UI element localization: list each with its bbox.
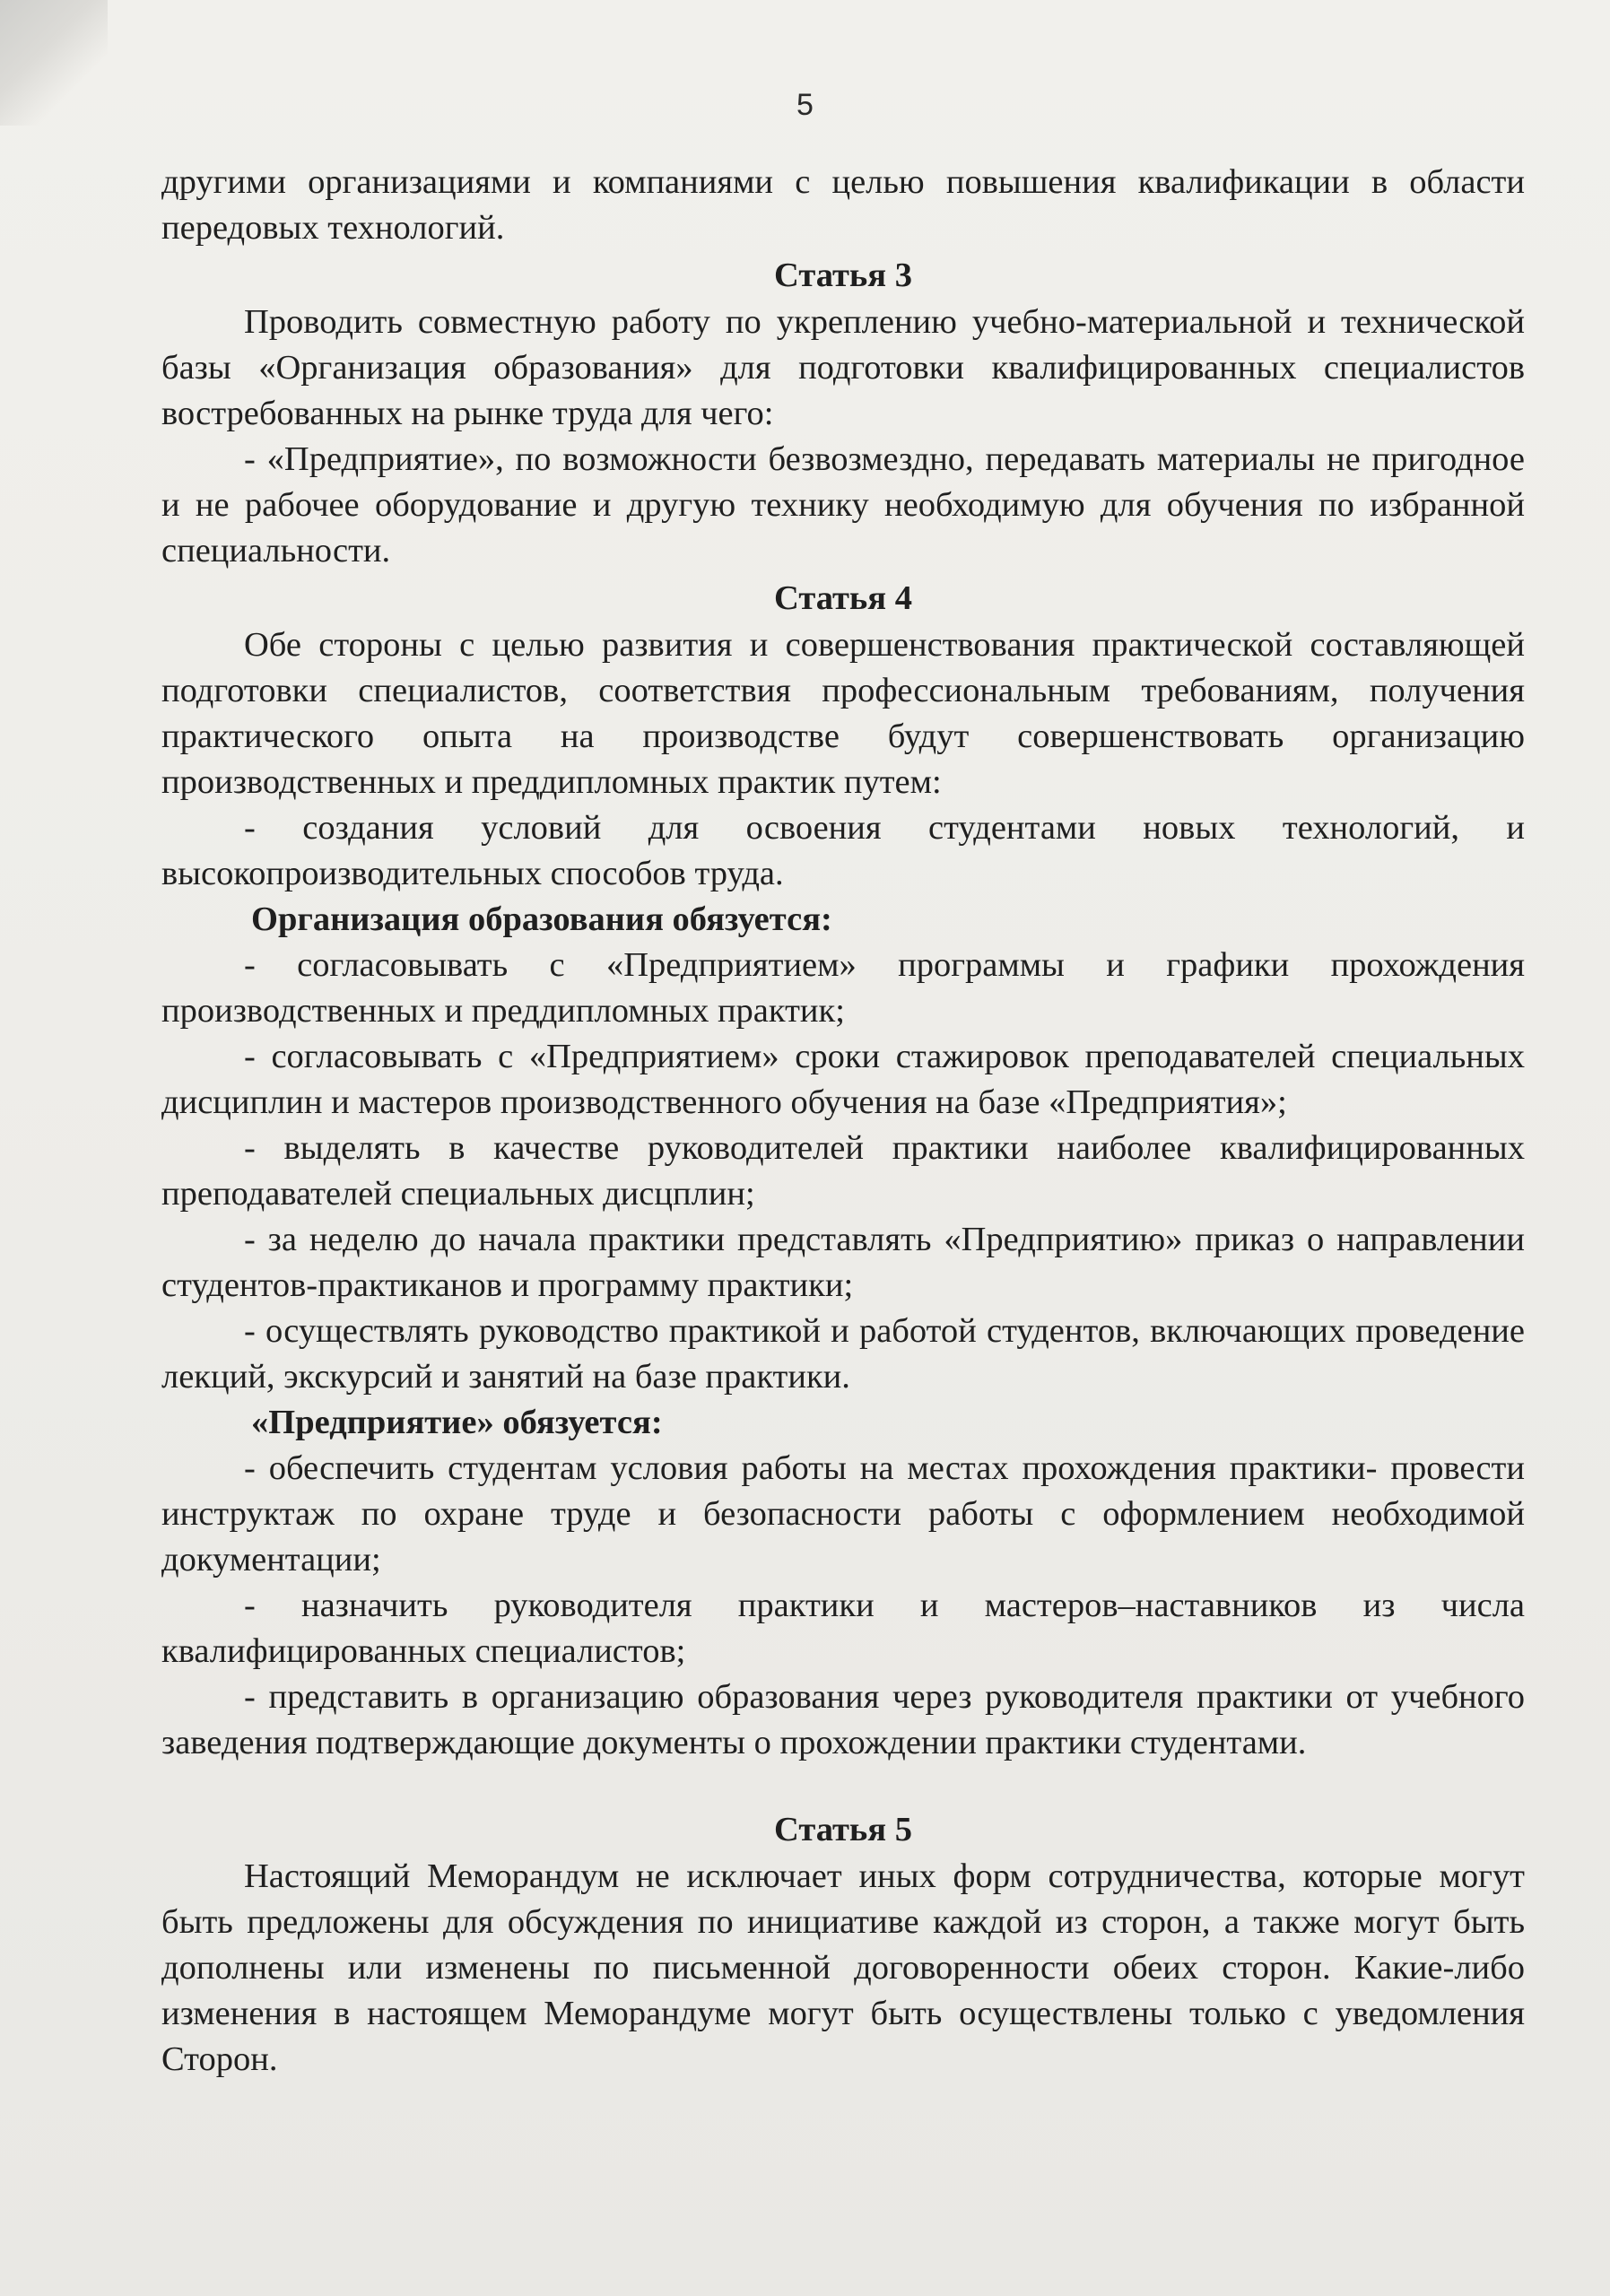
org-obligation-item: - согласовывать с «Предприятием» сроки стажировок преподавателей специальных дисциплин и мастеров производственного обучения на базе «Предприятия»;: [161, 1038, 1525, 1121]
enterprise-obligation-item: - обеспечить студентам условия работы на местах прохождения практики- провести инструктаж по охране труде и безопасности работы с оформлением необходимой документации;: [161, 1449, 1525, 1578]
enterprise-obligation-item: - представить в организацию образования через руководителя практики от учебного заведения подтверждающие документы о прохождении практики студентами.: [161, 1678, 1525, 1761]
enterprise-obligation-item: - назначить руководителя практики и мастеров–наставников из числа квалифицированных специалистов;: [161, 1587, 1525, 1670]
article-5-heading: Статья 5: [774, 1811, 912, 1848]
article-4-paragraph-1: Обе стороны с целью развития и совершенствования практической составляющей подготовки специалистов, соответствия профессиональным требованиям, получения практического опыта на производстве будут совершенствовать организацию производственных и преддипломных практик путем:: [161, 626, 1525, 801]
article-4-paragraph-2: - создания условий для освоения студентами новых технологий, и высокопроизводительных способов труда.: [161, 809, 1525, 892]
article-3-heading: Статья 3: [774, 257, 912, 294]
page-number: 5: [796, 88, 814, 122]
org-obligations-heading: Организация образования обязуется:: [251, 900, 832, 938]
enterprise-obligations-heading: «Предприятие» обязуется:: [251, 1404, 663, 1441]
article-3-paragraph-2: - «Предприятие», по возможности безвозмездно, передавать материалы не пригодное и не рабочее оборудование и другую технику необходимую для обучения по избранной специальности.: [161, 440, 1525, 570]
org-obligation-item: - за неделю до начала практики представлять «Предприятию» приказ о направлении студентов-практиканов и программу практики;: [161, 1221, 1525, 1304]
article-4-heading: Статья 4: [774, 579, 912, 617]
document-body: [161, 160, 1525, 2083]
org-obligation-item: - выделять в качестве руководителей практики наиболее квалифицированных преподавателей специальных дисцплин;: [161, 1129, 1525, 1213]
org-obligation-item: - согласовывать с «Предприятием» программы и графики прохождения производственных и преддипломных практик;: [161, 946, 1525, 1030]
section-gap: [161, 1766, 1525, 1805]
org-obligation-item: - осуществлять руководство практикой и работой студентов, включающих проведение лекций, экскурсий и занятий на базе практики.: [161, 1312, 1525, 1396]
article-3-paragraph-1: Проводить совместную работу по укреплению учебно-материальной и технической базы «Организация образования» для подготовки квалифицированных специалистов востребованных на рынке труда для чего:: [161, 303, 1525, 432]
article-5-paragraph-1: Настоящий Меморандум не исключает иных форм сотрудничества, которые могут быть предложены для обсуждения по инициативе каждой из сторон, а также могут быть дополнены или изменены по письменной договоренности обеих сторон. Какие-либо изменения в настоящем Меморандуме могут быть осуществлены только с уведомления Сторон.: [161, 1857, 1525, 2078]
intro-paragraph: другими организациями и компаниями с целью повышения квалификации в области передовых технологий.: [161, 163, 1525, 247]
